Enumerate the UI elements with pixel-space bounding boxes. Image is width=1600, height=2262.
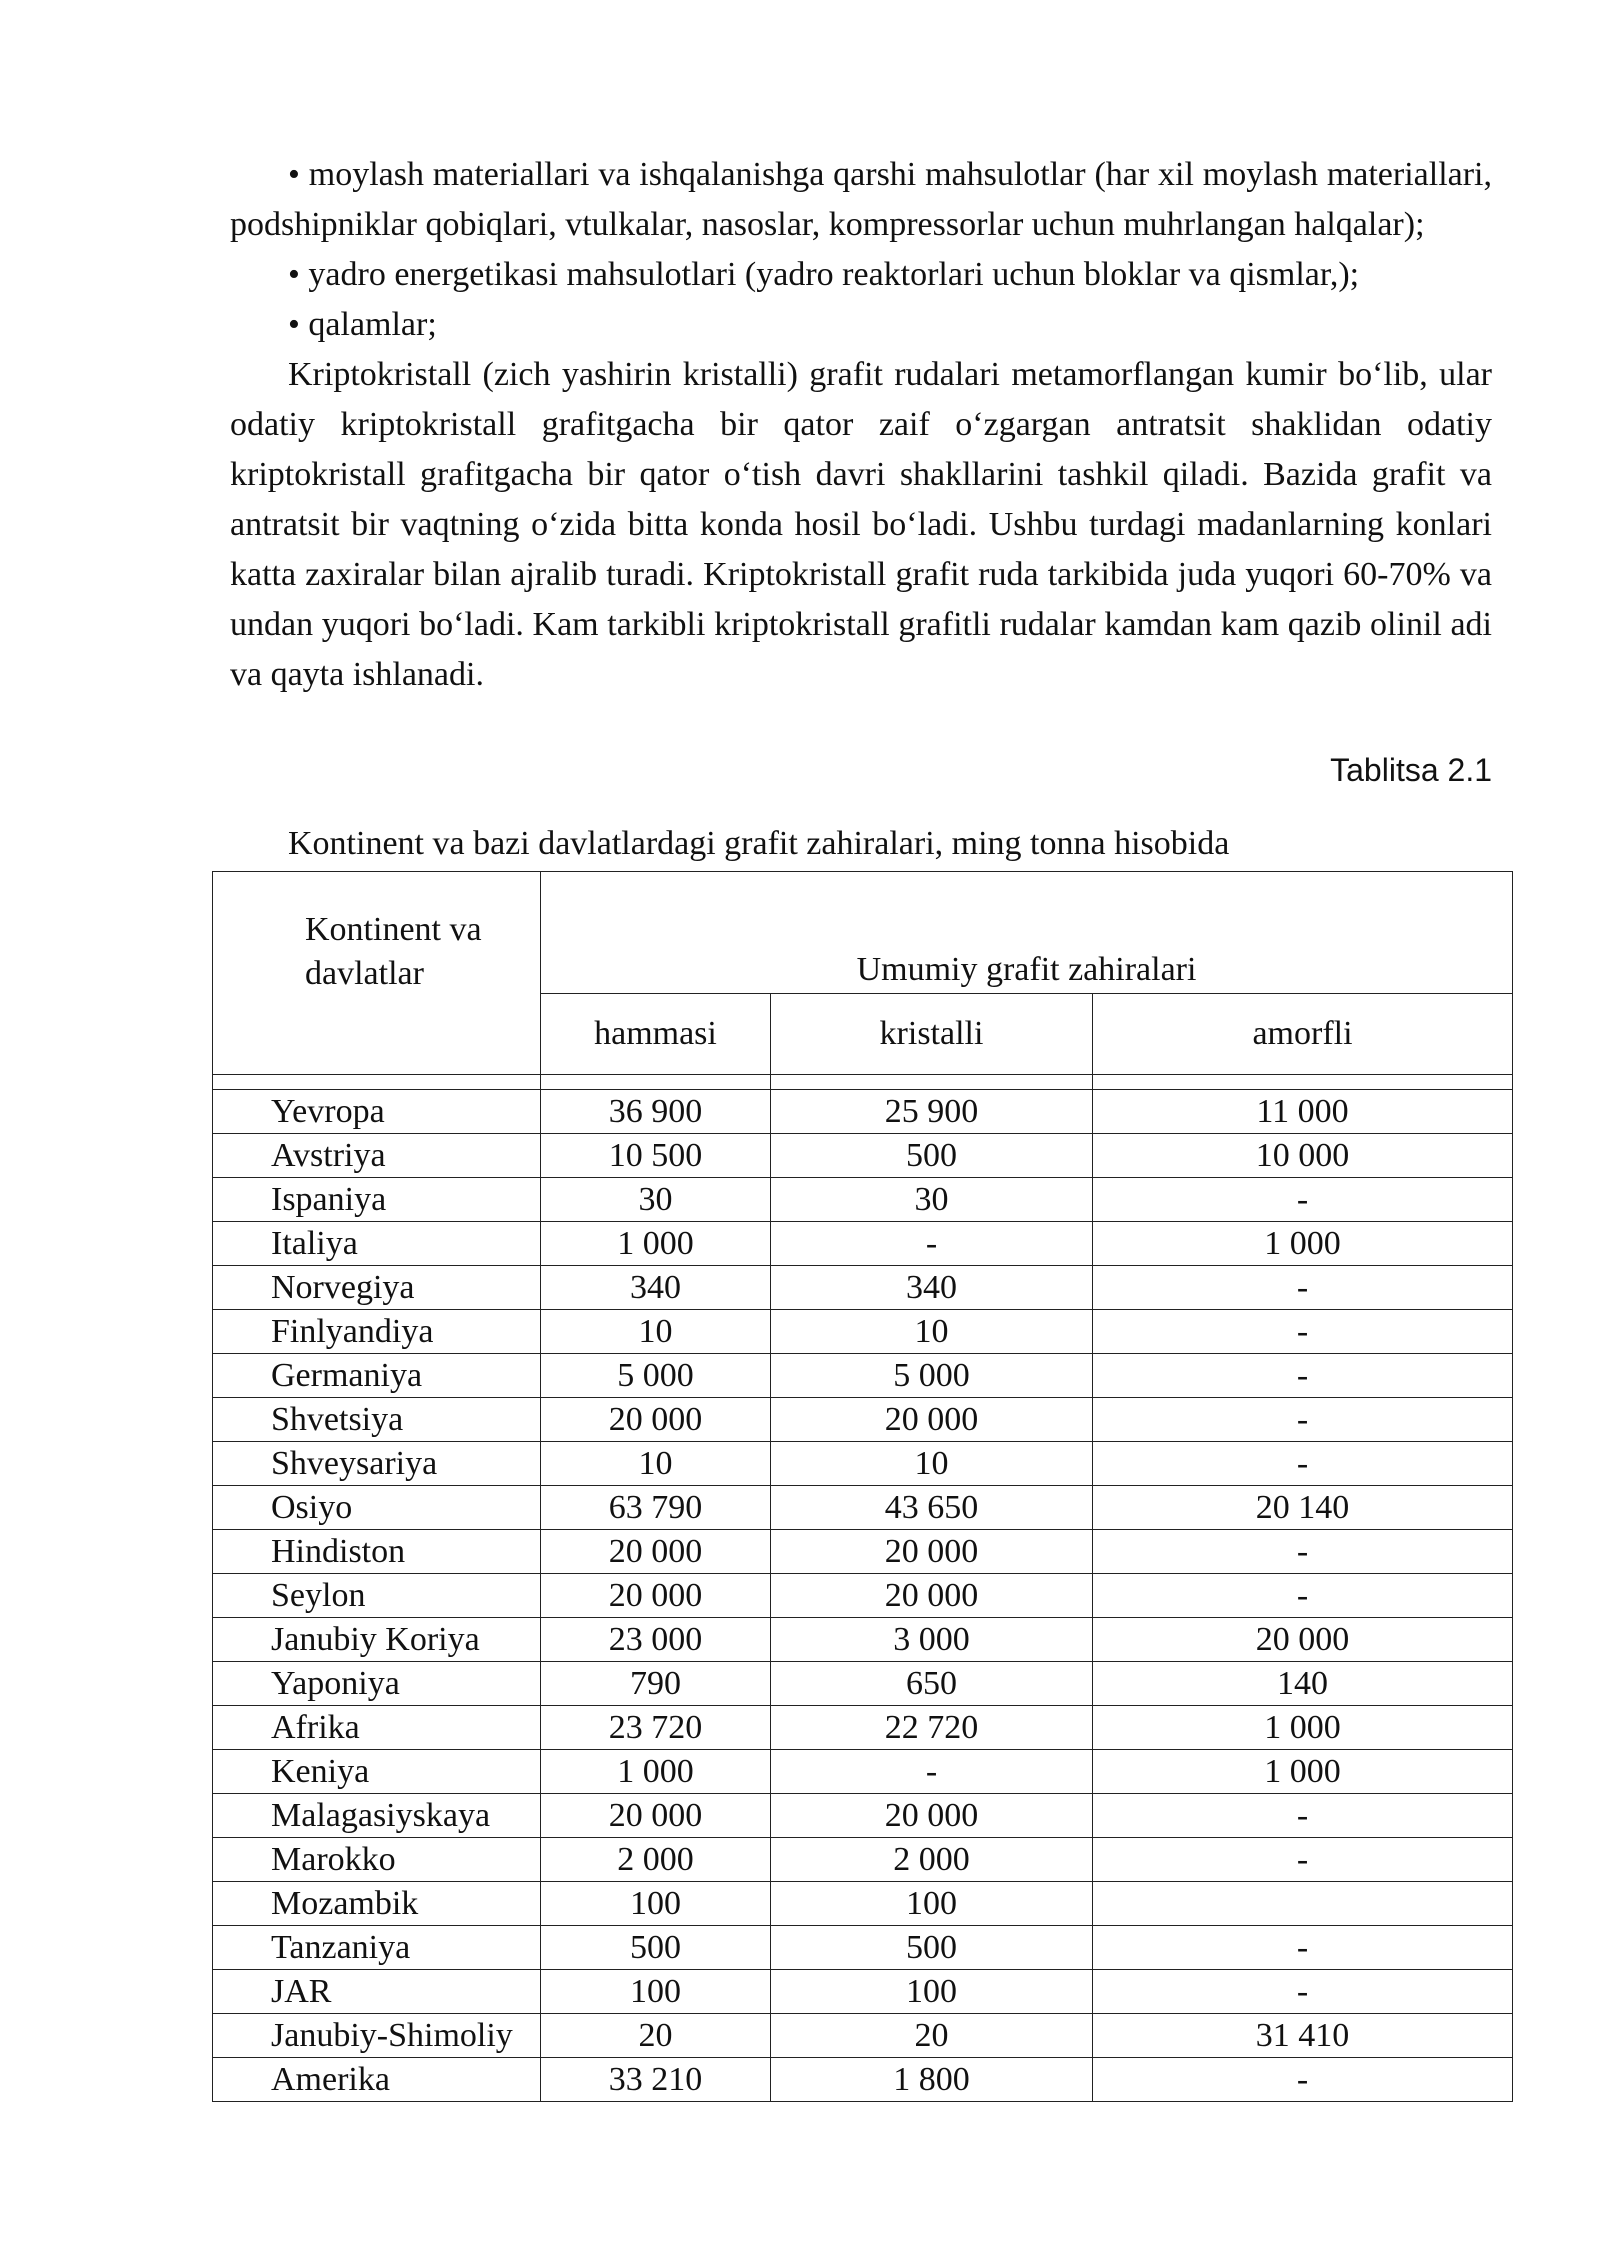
table-row (213, 1090, 1513, 1134)
crystal-cell: 30 (771, 1178, 1093, 1222)
table-row (213, 1926, 1513, 1970)
crystal-cell: - (771, 1750, 1093, 1794)
amorphous-cell: - (1093, 1354, 1513, 1398)
table-header-row (213, 872, 1513, 994)
crystal-cell: 1 800 (771, 2058, 1093, 2102)
country-cell: Amerika (213, 2058, 541, 2102)
amorphous-cell: 11 000 (1093, 1090, 1513, 1134)
total-cell: 20 (541, 2014, 771, 2058)
amorphous-cell: 1 000 (1093, 1222, 1513, 1266)
table-title: Kontinent va bazi davlatlardagi grafit zahiralari, ming tonna hisobida (288, 825, 1230, 862)
crystal-cell: 20 000 (771, 1398, 1093, 1442)
crystal-cell: 2 000 (771, 1838, 1093, 1882)
total-cell: 33 210 (541, 2058, 771, 2102)
country-cell: Hindiston (213, 1530, 541, 1574)
total-cell: 500 (541, 1926, 771, 1970)
country-cell: Afrika (213, 1706, 541, 1750)
crystal-cell: 43 650 (771, 1486, 1093, 1530)
crystal-cell: 20 000 (771, 1574, 1093, 1618)
table-row (213, 1750, 1513, 1794)
header-crystal: kristalli (771, 994, 1093, 1075)
total-cell: 23 000 (541, 1618, 771, 1662)
crystal-cell: 20 (771, 2014, 1093, 2058)
amorphous-cell: - (1093, 1266, 1513, 1310)
country-cell: Osiyo (213, 1486, 541, 1530)
amorphous-cell: - (1093, 1926, 1513, 1970)
country-cell: Shvetsiya (213, 1398, 541, 1442)
spacer-cell (541, 1075, 771, 1090)
header-spacer-row (213, 1075, 1513, 1090)
table-row (213, 1838, 1513, 1882)
spacer-cell (771, 1075, 1093, 1090)
amorphous-cell: 20 000 (1093, 1618, 1513, 1662)
crystal-cell: 10 (771, 1442, 1093, 1486)
country-cell: Norvegiya (213, 1266, 541, 1310)
amorphous-cell: - (1093, 1794, 1513, 1838)
crystal-cell: 500 (771, 1926, 1093, 1970)
table-row (213, 1882, 1513, 1926)
table-row (213, 1618, 1513, 1662)
table-row (213, 1134, 1513, 1178)
country-cell: Mozambik (213, 1882, 541, 1926)
amorphous-cell: 140 (1093, 1662, 1513, 1706)
total-cell: 1 000 (541, 1750, 771, 1794)
total-cell: 10 (541, 1310, 771, 1354)
country-cell: Malagasiyskaya (213, 1794, 541, 1838)
graphite-reserves-table (212, 871, 1513, 2102)
country-cell: Marokko (213, 1838, 541, 1882)
amorphous-cell (1093, 1882, 1513, 1926)
crystal-cell: 340 (771, 1266, 1093, 1310)
table-row (213, 1178, 1513, 1222)
amorphous-cell: 10 000 (1093, 1134, 1513, 1178)
header-total: hammasi (541, 994, 771, 1075)
amorphous-cell: - (1093, 2058, 1513, 2102)
crystal-cell: 20 000 (771, 1794, 1093, 1838)
crystal-cell: 650 (771, 1662, 1093, 1706)
table-row (213, 1354, 1513, 1398)
amorphous-cell: - (1093, 1178, 1513, 1222)
amorphous-cell: 1 000 (1093, 1750, 1513, 1794)
amorphous-cell: 1 000 (1093, 1706, 1513, 1750)
table-row (213, 1486, 1513, 1530)
amorphous-cell: - (1093, 1838, 1513, 1882)
bullet-lubricants: • moylash materiallari va ishqalanishga qarshi mahsulotlar (har xil moylash materiallari, podshipniklar qobiqlari, vtulkalar, nasoslar, kompressorlar uchun muhrlangan halqalar); (230, 156, 1492, 243)
table-row (213, 1222, 1513, 1266)
table-row (213, 1662, 1513, 1706)
crystal-cell: 500 (771, 1134, 1093, 1178)
country-cell: Shveysariya (213, 1442, 541, 1486)
crystal-cell: 10 (771, 1310, 1093, 1354)
header-country: Kontinent va davlatlar (213, 872, 541, 1075)
total-cell: 20 000 (541, 1794, 771, 1838)
total-cell: 790 (541, 1662, 771, 1706)
total-cell: 100 (541, 1882, 771, 1926)
table-row (213, 1794, 1513, 1838)
total-cell: 36 900 (541, 1090, 771, 1134)
table-row (213, 2058, 1513, 2102)
amorphous-cell: - (1093, 1442, 1513, 1486)
bullet-pencils: • qalamlar; (288, 306, 437, 343)
amorphous-cell: 31 410 (1093, 2014, 1513, 2058)
table-row (213, 1970, 1513, 2014)
crystal-cell: 5 000 (771, 1354, 1093, 1398)
total-cell: 23 720 (541, 1706, 771, 1750)
header-group: Umumiy grafit zahiralari (541, 872, 1513, 994)
paragraph-cryptocrystalline: Kriptokristall (zich yashirin kristalli) grafit rudalari metamorflangan kumir bo‘lib, ular odatiy kriptokristall grafitgacha bir qator zaif o‘zgargan antratsit shaklidan odatiy kriptokristall grafitgacha bir qator o‘tish davri shakllarini tashkil qiladi. Bazida grafit va antratsit bir vaqtning o‘zida bitta konda hosil bo‘ladi. Ushbu turdagi madanlarning konlari katta zaxiralar bilan ajralib turadi. Kriptokristall grafit ruda tarkibida juda yuqori 60-70% va undan yuqori bo‘ladi. Kam tarkibli kriptokristall grafitli rudalar kamdan kam qazib olinil adi va qayta ishlanadi. (230, 356, 1492, 693)
country-cell: Avstriya (213, 1134, 541, 1178)
country-cell: Janubiy-Shimoliy (213, 2014, 541, 2058)
crystal-cell: 100 (771, 1882, 1093, 1926)
amorphous-cell: - (1093, 1398, 1513, 1442)
country-cell: Ispaniya (213, 1178, 541, 1222)
total-cell: 2 000 (541, 1838, 771, 1882)
country-cell: Germaniya (213, 1354, 541, 1398)
table-row (213, 1574, 1513, 1618)
table-row (213, 1310, 1513, 1354)
table-row (213, 1442, 1513, 1486)
amorphous-cell: - (1093, 1530, 1513, 1574)
crystal-cell: 3 000 (771, 1618, 1093, 1662)
total-cell: 20 000 (541, 1574, 771, 1618)
table-number: Tablitsa 2.1 (1330, 752, 1492, 788)
amorphous-cell: 20 140 (1093, 1486, 1513, 1530)
amorphous-cell: - (1093, 1970, 1513, 2014)
total-cell: 30 (541, 1178, 771, 1222)
crystal-cell: 25 900 (771, 1090, 1093, 1134)
country-cell: Yaponiya (213, 1662, 541, 1706)
table-row (213, 2014, 1513, 2058)
country-cell: Janubiy Koriya (213, 1618, 541, 1662)
total-cell: 100 (541, 1970, 771, 2014)
country-cell: Seylon (213, 1574, 541, 1618)
spacer-cell (1093, 1075, 1513, 1090)
country-cell: Yevropa (213, 1090, 541, 1134)
crystal-cell: 20 000 (771, 1530, 1093, 1574)
total-cell: 20 000 (541, 1398, 771, 1442)
country-cell: Keniya (213, 1750, 541, 1794)
country-cell: Finlyandiya (213, 1310, 541, 1354)
total-cell: 5 000 (541, 1354, 771, 1398)
total-cell: 1 000 (541, 1222, 771, 1266)
total-cell: 340 (541, 1266, 771, 1310)
header-amorphous: amorfli (1093, 994, 1513, 1075)
table-row (213, 1398, 1513, 1442)
table-row (213, 1530, 1513, 1574)
country-cell: JAR (213, 1970, 541, 2014)
country-cell: Tanzaniya (213, 1926, 541, 1970)
bullet-nuclear: • yadro energetikasi mahsulotlari (yadro reaktorlari uchun bloklar va qismlar,); (288, 256, 1360, 293)
table-row (213, 1706, 1513, 1750)
amorphous-cell: - (1093, 1574, 1513, 1618)
crystal-cell: 100 (771, 1970, 1093, 2014)
amorphous-cell: - (1093, 1310, 1513, 1354)
crystal-cell: 22 720 (771, 1706, 1093, 1750)
body-text (230, 150, 1492, 700)
table-row (213, 1266, 1513, 1310)
total-cell: 20 000 (541, 1530, 771, 1574)
total-cell: 10 (541, 1442, 771, 1486)
crystal-cell: - (771, 1222, 1093, 1266)
total-cell: 10 500 (541, 1134, 771, 1178)
spacer-cell (213, 1075, 541, 1090)
total-cell: 63 790 (541, 1486, 771, 1530)
country-cell: Italiya (213, 1222, 541, 1266)
